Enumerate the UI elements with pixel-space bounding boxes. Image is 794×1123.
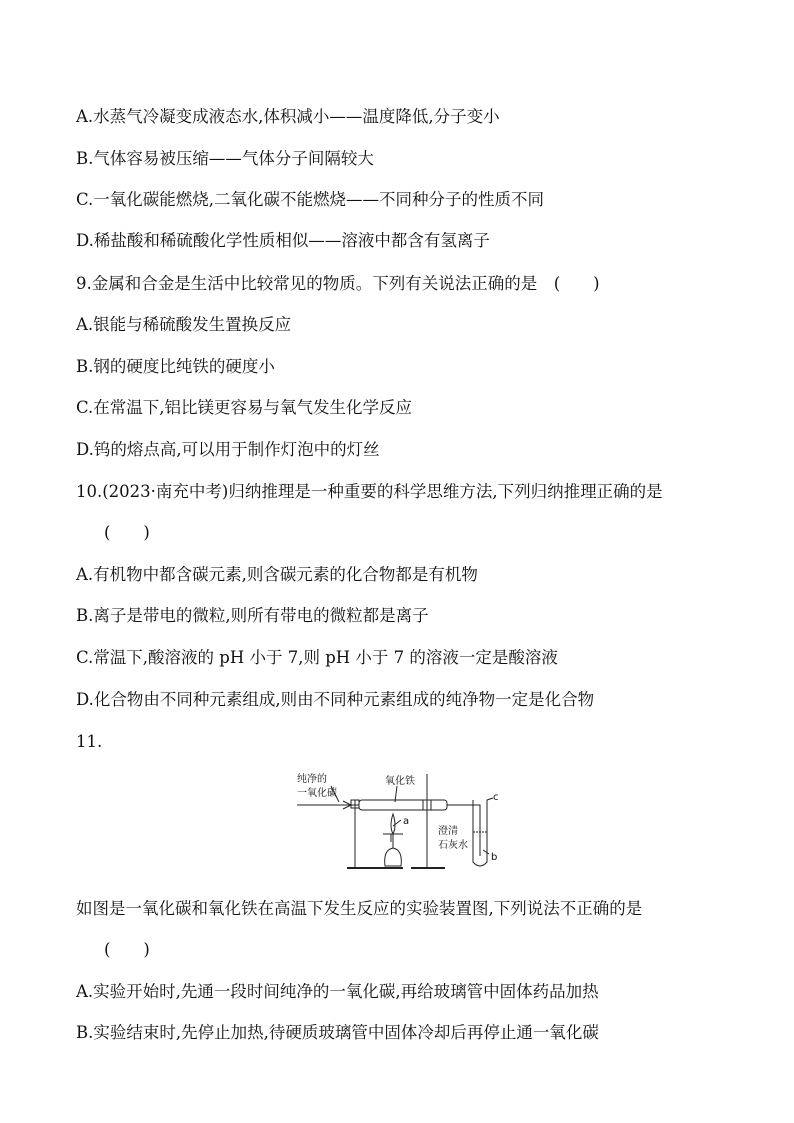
label-limewater-1: 澄清 [438, 826, 458, 837]
label-b: b [491, 852, 498, 863]
question-11-answer-blank: ( ) [104, 940, 150, 959]
option-9c: C.在常温下,铝比镁更容易与氧气发生化学反应 [76, 398, 413, 417]
label-c: c [493, 792, 499, 803]
option-10d: D.化合物由不同种元素组成,则由不同种元素组成的纯净物一定是化合物 [76, 690, 595, 709]
option-10c: C.常温下,酸溶液的 pH 小于 7,则 pH 小于 7 的溶液一定是酸溶液 [76, 648, 558, 667]
label-pure: 纯净的 [297, 774, 327, 785]
option-8a: A.水蒸气冷凝变成液态水,体积减小——温度降低,分子变小 [76, 107, 500, 126]
option-9d: D.钨的熔点高,可以用于制作灯泡中的灯丝 [76, 440, 380, 459]
option-10b: B.离子是带电的微粒,则所有带电的微粒都是离子 [76, 606, 429, 625]
question-11-stem: 如图是一氧化碳和氧化铁在高温下发生反应的实验装置图,下列说法不正确的是 [76, 899, 643, 918]
apparatus-diagram [295, 770, 505, 874]
option-11b: B.实验结束时,先停止加热,待硬质玻璃管中固体冷却后再停止通一氧化碳 [76, 1023, 599, 1042]
question-10: 10.(2023·南充中考)归纳推理是一种重要的科学思维方法,下列归纳推理正确的是 [76, 482, 663, 501]
label-fe2o3: 氧化铁 [385, 776, 415, 787]
label-a: a [403, 816, 410, 827]
question-11-number: 11. [76, 732, 103, 751]
option-8c: C.一氧化碳能燃烧,二氧化碳不能燃烧——不同种分子的性质不同 [76, 190, 545, 209]
option-11a: A.实验开始时,先通一段时间纯净的一氧化碳,再给玻璃管中固体药品加热 [76, 982, 599, 1001]
question-9: 9.金属和合金是生活中比较常见的物质。下列有关说法正确的是 ( ) [76, 274, 600, 293]
option-9b: B.钢的硬度比纯铁的硬度小 [76, 357, 275, 376]
label-co: 一氧化碳 [297, 788, 337, 799]
option-8b: B.气体容易被压缩——气体分子间隔较大 [76, 149, 374, 168]
label-limewater-2: 石灰水 [438, 840, 468, 851]
option-8d: D.稀盐酸和稀硫酸化学性质相似——溶液中都含有氢离子 [76, 231, 490, 250]
option-10a: A.有机物中都含碳元素,则含碳元素的化合物都是有机物 [76, 565, 478, 584]
question-10-answer-blank: ( ) [104, 523, 150, 542]
option-9a: A.银能与稀硫酸发生置换反应 [76, 315, 292, 334]
apparatus-svg [295, 770, 505, 874]
